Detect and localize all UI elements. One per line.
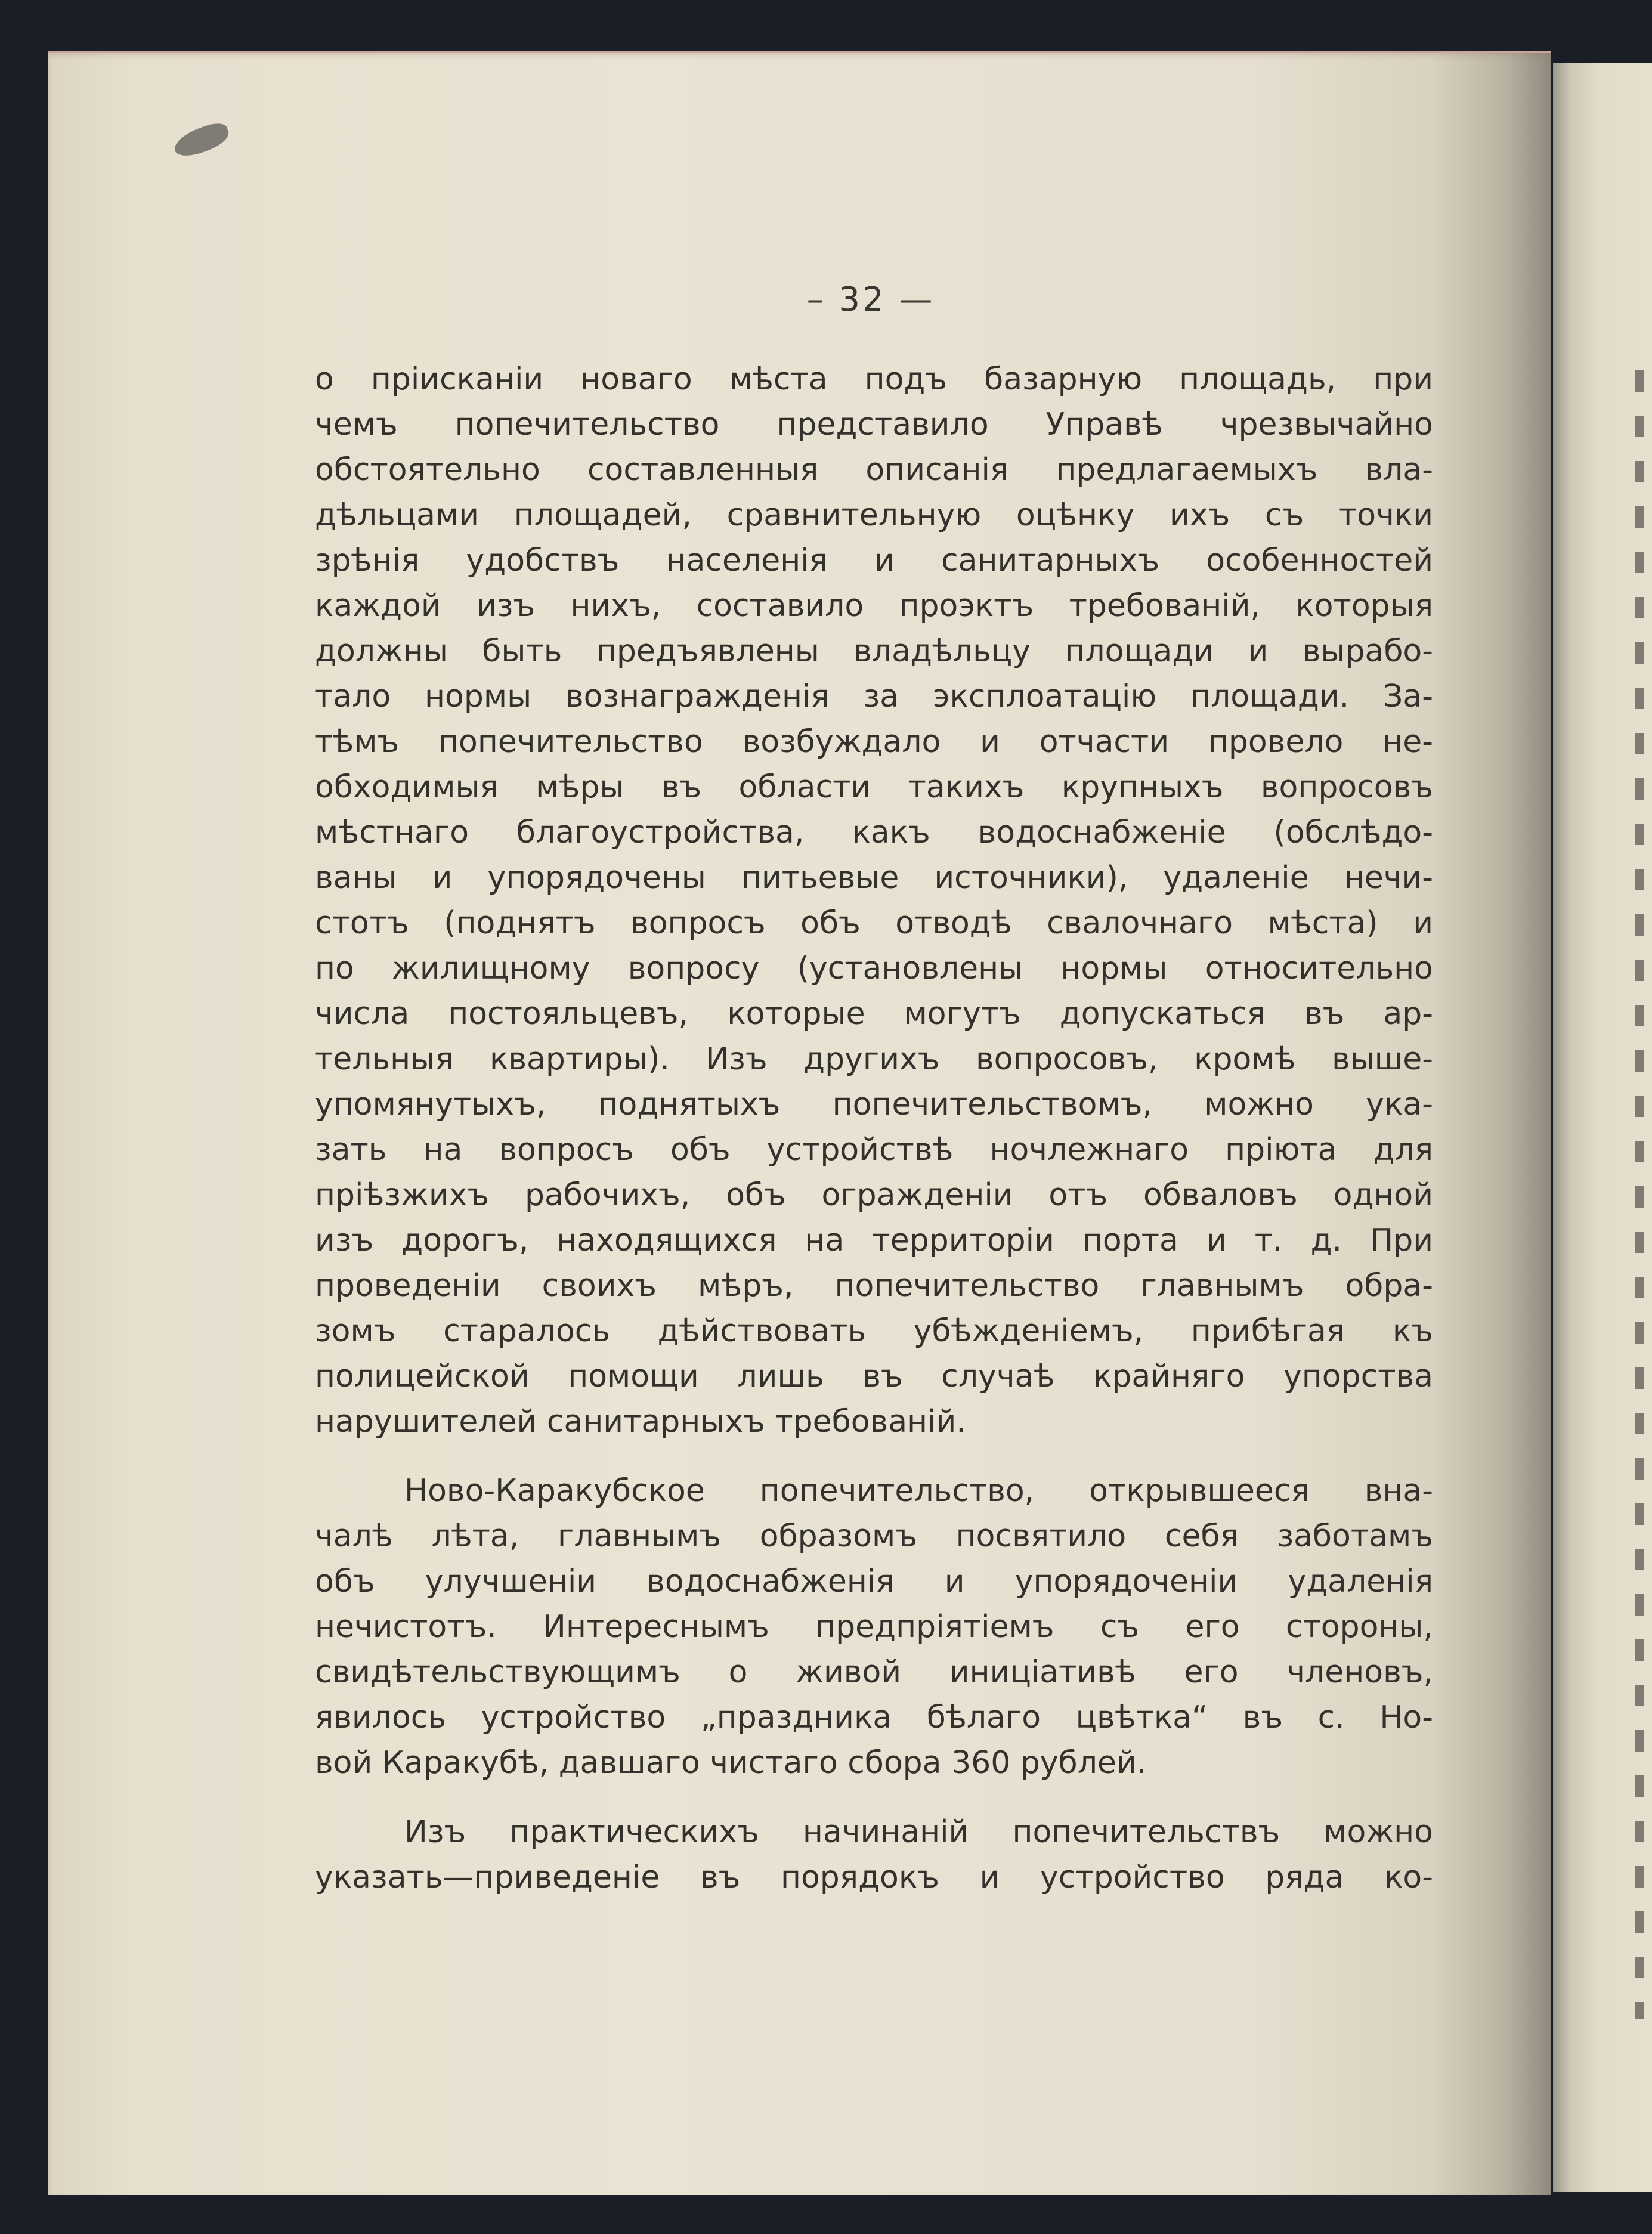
text-line: дѣльцами площадей, сравнительную оцѣнку ихъ съ точки	[315, 497, 1433, 533]
text-line: Ново-Каракубское попечительство, открывшееся вна-	[404, 1473, 1433, 1509]
text-line: чемъ попечительство представило Управѣ чрезвычайно	[315, 407, 1433, 443]
paragraph-1	[315, 357, 1433, 1444]
text-line: зрѣнія удобствъ населенія и санитарныхъ особенностей	[315, 543, 1433, 578]
adjacent-page-edge	[1553, 63, 1652, 2192]
text-line: ваны и упорядочены питьевые источники), удаленіе нечи-	[315, 860, 1433, 896]
text-line: по жилищному вопросу (установлены нормы относительно	[315, 951, 1433, 986]
text-line: вой Каракубѣ, давшаго чистаго сбора 360 рублей.	[315, 1745, 1147, 1781]
paragraph-2	[315, 1468, 1433, 1786]
text-line: обходимыя мѣры въ области такихъ крупныхъ вопросовъ	[315, 769, 1433, 805]
text-line: мѣстнаго благоустройства, какъ водоснабженіе (обслѣдо-	[315, 815, 1433, 850]
text-line: изъ дорогъ, находящихся на территоріи порта и т. д. При	[315, 1223, 1433, 1258]
text-line: объ улучшеніи водоснабженія и упорядоченіи удаленія	[315, 1564, 1433, 1599]
text-line: упомянутыхъ, поднятыхъ попечительствомъ, можно ука-	[315, 1087, 1433, 1122]
text-line: должны быть предъявлены владѣльцу площади и вырабо-	[315, 633, 1433, 669]
adjacent-page-text-fragments	[1635, 349, 1644, 2019]
text-line: проведеніи своихъ мѣръ, попечительство главнымъ обра-	[315, 1268, 1433, 1304]
text-line: тѣмъ попечительство возбуждало и отчасти провело не-	[315, 724, 1433, 760]
text-line: тельныя квартиры). Изъ другихъ вопросовъ, кромѣ выше-	[315, 1041, 1433, 1077]
text-line: обстоятельно составленныя описанія предлагаемыхъ вла-	[315, 452, 1433, 488]
text-line: Изъ практическихъ начинаній попечительствъ можно	[404, 1814, 1433, 1850]
text-line: нечистотъ. Интереснымъ предпріятіемъ съ его стороны,	[315, 1609, 1433, 1645]
text-line: стотъ (поднятъ вопросъ объ отводѣ свалочнаго мѣста) и	[315, 905, 1433, 941]
text-line: явилось устройство „праздника бѣлаго цвѣтка“ въ с. Но-	[315, 1700, 1433, 1735]
paragraph-3	[315, 1809, 1433, 1900]
text-line: числа постояльцевъ, которые могутъ допускаться въ ар-	[315, 996, 1433, 1032]
text-line: каждой изъ нихъ, составило проэктъ требованій, которыя	[315, 588, 1433, 624]
text-line: полицейской помощи лишь въ случаѣ крайняго упорства	[315, 1359, 1433, 1394]
text-line: зомъ старалось дѣйствовать убѣжденіемъ, прибѣгая къ	[315, 1313, 1433, 1349]
text-line: тало нормы вознагражденія за эксплоатацію площади. За-	[315, 679, 1433, 714]
page-body	[315, 357, 1433, 1900]
text-line: свидѣтельствующимъ о живой иниціативѣ его членовъ,	[315, 1654, 1433, 1690]
text-line: о пріисканіи новаго мѣста подъ базарную площадь, при	[315, 361, 1433, 397]
text-line: зать на вопросъ объ устройствѣ ночлежнаго пріюта для	[315, 1132, 1433, 1168]
text-line: пріѣзжихъ рабочихъ, объ огражденіи отъ обваловъ одной	[315, 1177, 1433, 1213]
text-line: чалѣ лѣта, главнымъ образомъ посвятило себя заботамъ	[315, 1518, 1433, 1554]
text-line: нарушителей санитарныхъ требованій.	[315, 1404, 966, 1440]
page-number: – 32 —	[806, 280, 935, 319]
text-line: указать—приведеніе въ порядокъ и устройство ряда ко-	[315, 1859, 1433, 1895]
